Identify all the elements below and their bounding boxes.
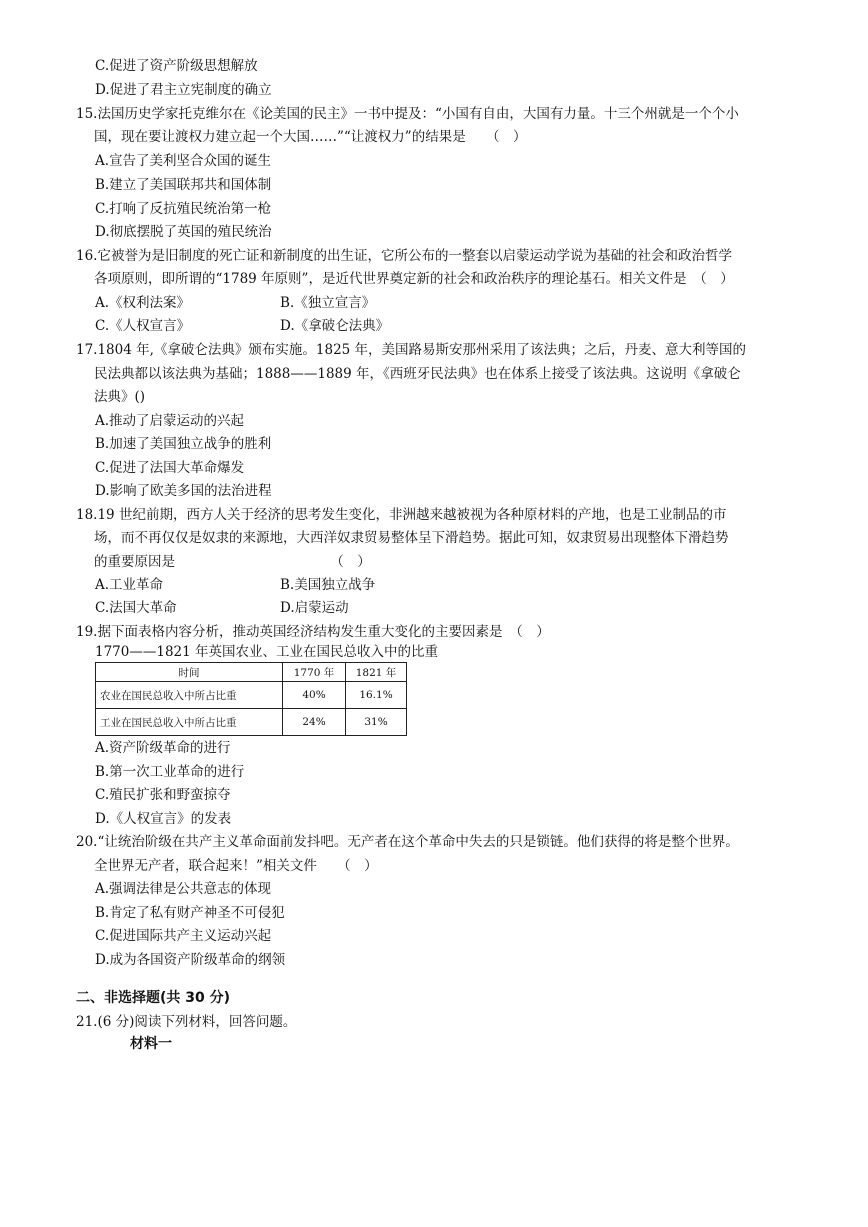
q18-option-c: C.法国大革命 xyxy=(95,600,177,616)
q20-option-b: B.肯定了私有财产神圣不可侵犯 xyxy=(95,905,285,921)
q16-option-a: A.《权利法案》 xyxy=(95,295,191,311)
question-18-text: 18.19 世纪前期，西方人关于经济的思考发生变化，非洲越来越被视为各种原材料的产地，也是工业制品的市 xyxy=(76,507,727,523)
section-2-title: 二、非选择题(共 30 分) xyxy=(76,990,231,1006)
table-header-cell: 1821 年 xyxy=(346,663,407,682)
question-16-text: 16.它被誉为是旧制度的死亡证和新制度的出生证，它所公布的一整套以启蒙运动学说为基础的社会和政治哲学 xyxy=(76,248,732,264)
question-20-text-cont: 全世界无产者，联合起来！”相关文件 （ ） xyxy=(94,858,378,874)
table-cell: 31% xyxy=(346,709,407,736)
question-21-text: 21.(6 分)阅读下列材料，回答问题。 xyxy=(76,1014,297,1030)
q15-option-a: A.宣告了美利坚合众国的诞生 xyxy=(95,153,272,169)
q20-option-d: D.成为各国资产阶级革命的纲领 xyxy=(95,952,286,968)
q19-option-c: C.殖民扩张和野蛮掠夺 xyxy=(95,787,231,803)
option-c: C.促进了资产阶级思想解放 xyxy=(95,58,258,74)
table-cell: 工业在国民总收入中所占比重 xyxy=(96,709,283,736)
question-17-text: 17.1804 年,《拿破仑法典》颁布实施。1825 年，美国路易斯安那州采用了该法典；之后，丹麦、意大利等国的 xyxy=(76,342,747,358)
q19-table-title: 1770——1821 年英国农业、工业在国民总收入中的比重 xyxy=(95,644,439,660)
table-cell: 16.1% xyxy=(346,682,407,709)
option-d: D.促进了君主立宪制度的确立 xyxy=(95,82,272,98)
question-19-text: 19.据下面表格内容分析，推动英国经济结构发生重大变化的主要因素是 （ ） xyxy=(76,624,550,640)
question-20-text: 20.“让统治阶级在共产主义革命面前发抖吧。无产者在这个革命中失去的只是锁链。他们获得的将是整个世界。 xyxy=(76,834,739,850)
table-cell: 24% xyxy=(283,709,346,736)
q18-option-d: D.启蒙运动 xyxy=(280,600,349,616)
q19-option-b: B.第一次工业革命的进行 xyxy=(95,764,245,780)
table-header-cell: 1770 年 xyxy=(283,663,346,682)
q18-option-a: A.工业革命 xyxy=(95,577,164,593)
q17-option-d: D.影响了欧美多国的法治进程 xyxy=(95,483,272,499)
table-header-cell: 时间 xyxy=(96,663,283,682)
q16-option-d: D.《拿破仑法典》 xyxy=(280,318,390,334)
question-15-text: 15.法国历史学家托克维尔在《论美国的民主》一书中提及：“小国有自由，大国有力量。十三个州就是一个个小 xyxy=(76,106,739,122)
q15-option-b: B.建立了美国联邦共和国体制 xyxy=(95,177,272,193)
q16-option-b: B.《独立宣言》 xyxy=(280,295,376,311)
q19-option-d: D.《人权宣言》的发表 xyxy=(95,811,232,827)
q17-option-b: B.加速了美国独立战争的胜利 xyxy=(95,436,272,452)
question-18-text-cont: 场，而不再仅仅是奴隶的来源地，大西洋奴隶贸易整体呈下滑趋势。据此可知，奴隶贸易出现整体下滑趋势 xyxy=(94,530,729,546)
table-row xyxy=(96,682,407,709)
question-17-text-cont2: 法典》() xyxy=(94,389,146,405)
q17-option-a: A.推动了启蒙运动的兴起 xyxy=(95,413,245,429)
table-cell: 40% xyxy=(283,682,346,709)
table-header-row xyxy=(96,663,407,682)
question-18-text-cont2: 的重要原因是 （ ） xyxy=(94,554,371,570)
q19-data-table xyxy=(95,662,407,736)
question-15-text-cont: 国，现在要让渡权力建立起一个大国……”“让渡权力”的结果是 （ ） xyxy=(94,129,527,145)
question-16-text-cont: 各项原则，即所谓的“1789 年原则”，是近代世界奠定新的社会和政治秩序的理论基石。相关文件是 （ ） xyxy=(94,271,734,287)
q17-option-c: C.促进了法国大革命爆发 xyxy=(95,460,245,476)
q15-option-c: C.打响了反抗殖民统治第一枪 xyxy=(95,201,272,217)
q18-option-b: B.美国独立战争 xyxy=(280,577,376,593)
q16-option-c: C.《人权宣言》 xyxy=(95,318,191,334)
table-cell: 农业在国民总收入中所占比重 xyxy=(96,682,283,709)
q20-option-c: C.促进国际共产主义运动兴起 xyxy=(95,928,272,944)
question-17-text-cont: 民法典都以该法典为基础；1888——1889 年，《西班牙民法典》也在体系上接受了该法典。这说明《拿破仑 xyxy=(94,366,741,382)
table-row xyxy=(96,709,407,736)
material-1-label: 材料一 xyxy=(130,1036,172,1052)
q19-option-a: A.资产阶级革命的进行 xyxy=(95,740,231,756)
q15-option-d: D.彻底摆脱了英国的殖民统治 xyxy=(95,224,272,240)
q20-option-a: A.强调法律是公共意志的体现 xyxy=(95,881,272,897)
